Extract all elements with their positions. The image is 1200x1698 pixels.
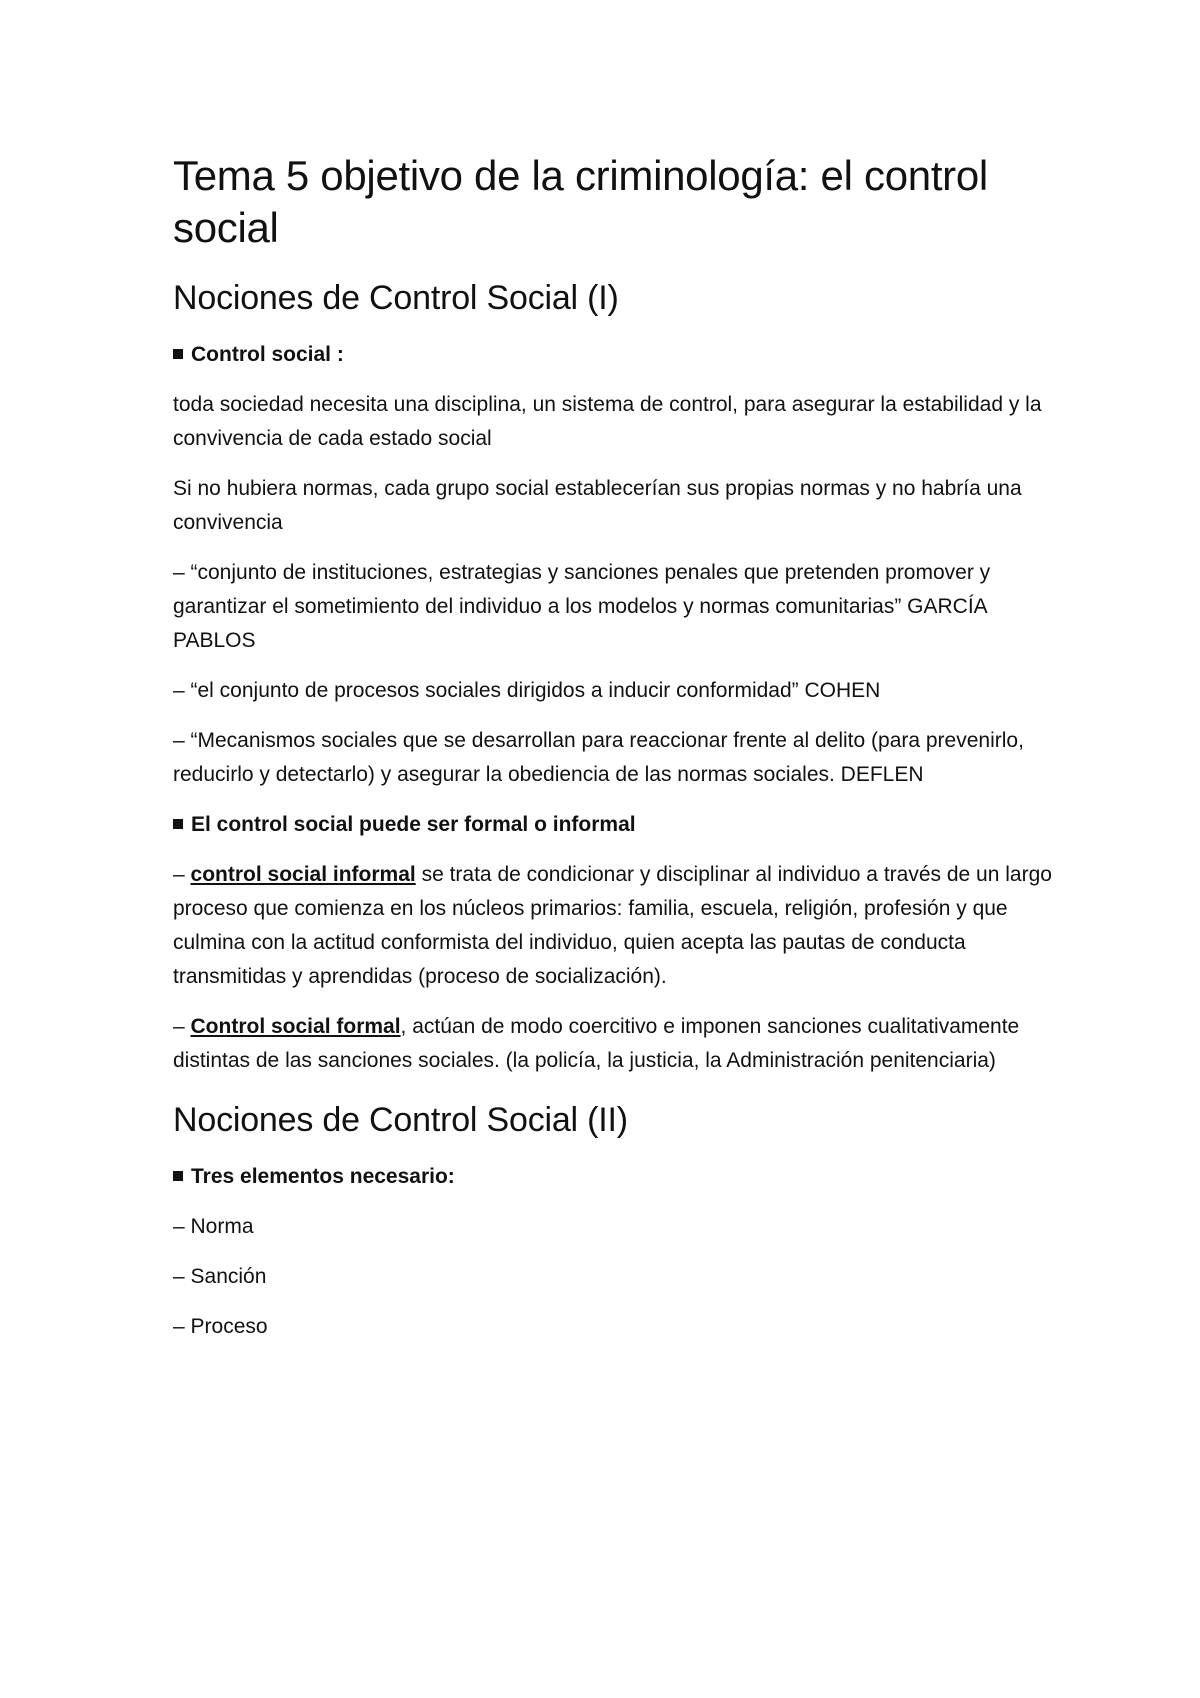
- bullet-text: El control social puede ser formal o informal: [191, 813, 636, 836]
- list-item-sancion: – Sanción: [173, 1265, 267, 1288]
- bullet-control-social: [173, 338, 1053, 372]
- paragraph-text: , actúan de modo coercitivo e imponen sanciones cualitativamente distintas de las sanciones sociales. (la policía, la justicia, la Administración penitenciaria): [173, 1015, 1020, 1072]
- section-heading-2: Nociones de Control Social (II): [173, 1101, 628, 1139]
- term-control-social-formal: Control social formal: [190, 1015, 401, 1038]
- quote-cohen: – “el conjunto de procesos sociales dirigidos a inducir conformidad” COHEN: [173, 679, 881, 702]
- paragraph-text: se trata de condicionar y disciplinar al individuo a través de un largo proceso que comienza en los núcleos primarios: familia, escuela, religión, profesión y que culmina con la actitud conformista del individuo, quien acepta las pautas de conducta transmitidas y aprendidas (proceso de socialización).: [173, 863, 1052, 988]
- document-page: [173, 150, 1053, 1360]
- section-heading-1: Nociones de Control Social (I): [173, 279, 619, 317]
- quote-deflen: – “Mecanismos sociales que se desarrollan para reaccionar frente al delito (para prevenirlo, reducirlo y detectarlo) y asegurar la obediencia de las normas sociales. DEFLEN: [173, 729, 1024, 786]
- list-item-norma: – Norma: [173, 1215, 254, 1238]
- paragraph: toda sociedad necesita una disciplina, un sistema de control, para asegurar la estabilidad y la convivencia de cada estado social: [173, 393, 1042, 450]
- bullet-tres-elementos: [173, 1160, 1053, 1194]
- bullet-text: Control social :: [191, 343, 344, 366]
- paragraph: Si no hubiera normas, cada grupo social establecerían sus propias normas y no habría una convivencia: [173, 477, 1022, 534]
- quote-garcia-pablos: – “conjunto de instituciones, estrategias y sanciones penales que pretenden promover y garantizar el sometimiento del individuo a los modelos y normas comunitarias” GARCÍA PABLOS: [173, 561, 991, 652]
- dash-prefix: –: [173, 863, 191, 886]
- term-control-social-informal: control social informal: [190, 863, 416, 886]
- dash-prefix: –: [173, 1015, 191, 1038]
- square-bullet-icon: [173, 819, 183, 829]
- square-bullet-icon: [173, 349, 183, 359]
- list-item-proceso: – Proceso: [173, 1315, 268, 1338]
- paragraph-informal-control: [173, 858, 1053, 994]
- document-title: Tema 5 objetivo de la criminología: el control social: [173, 152, 988, 251]
- paragraph-formal-control: [173, 1010, 1053, 1078]
- bullet-text: Tres elementos necesario:: [191, 1165, 455, 1188]
- square-bullet-icon: [173, 1171, 183, 1181]
- bullet-formal-informal: [173, 808, 1053, 842]
